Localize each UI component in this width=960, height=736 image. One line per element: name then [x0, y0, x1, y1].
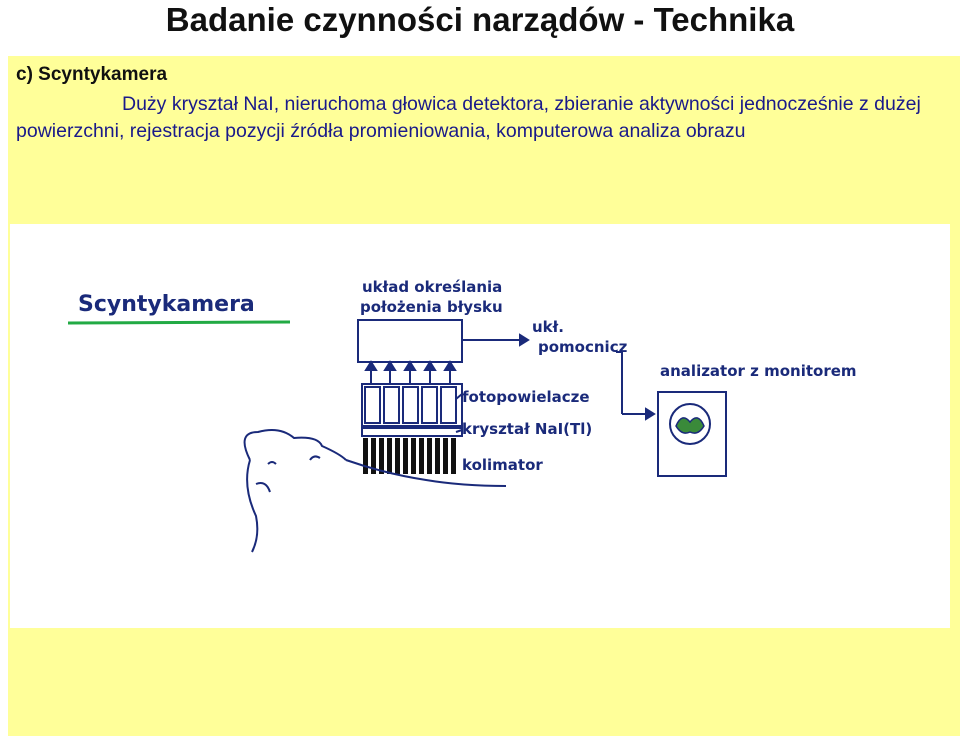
section-subheading: c) Scyntykamera [16, 64, 168, 85]
aux-unit-label-1: ukł. [532, 318, 564, 336]
analyzer-label: analizator z monitorem [660, 362, 857, 380]
position-unit-label-2: położenia błysku [360, 298, 503, 316]
crystal-label: kryształ NaI(Tl) [462, 420, 593, 438]
description-text: Duży kryształ NaI, nieruchoma głowica detektora, zbieranie aktywności jednocześnie z dużej powierzchni, rejestracja pozycji źródła promieniowania, komputerowa analiza obrazu [16, 93, 921, 142]
position-unit-label-1: układ określania [362, 278, 503, 296]
sketch-heading: Scyntykamera [78, 292, 255, 317]
heading-underline [68, 322, 290, 323]
scintillation-camera-sketch [10, 224, 950, 628]
collimator-label: kolimator [462, 456, 543, 474]
slide-title: Badanie czynności narządów - Technika [165, 1, 795, 38]
aux-unit-label-2: pomocnicz [538, 338, 628, 356]
photomultipliers-label: fotopowielacze [462, 388, 590, 406]
